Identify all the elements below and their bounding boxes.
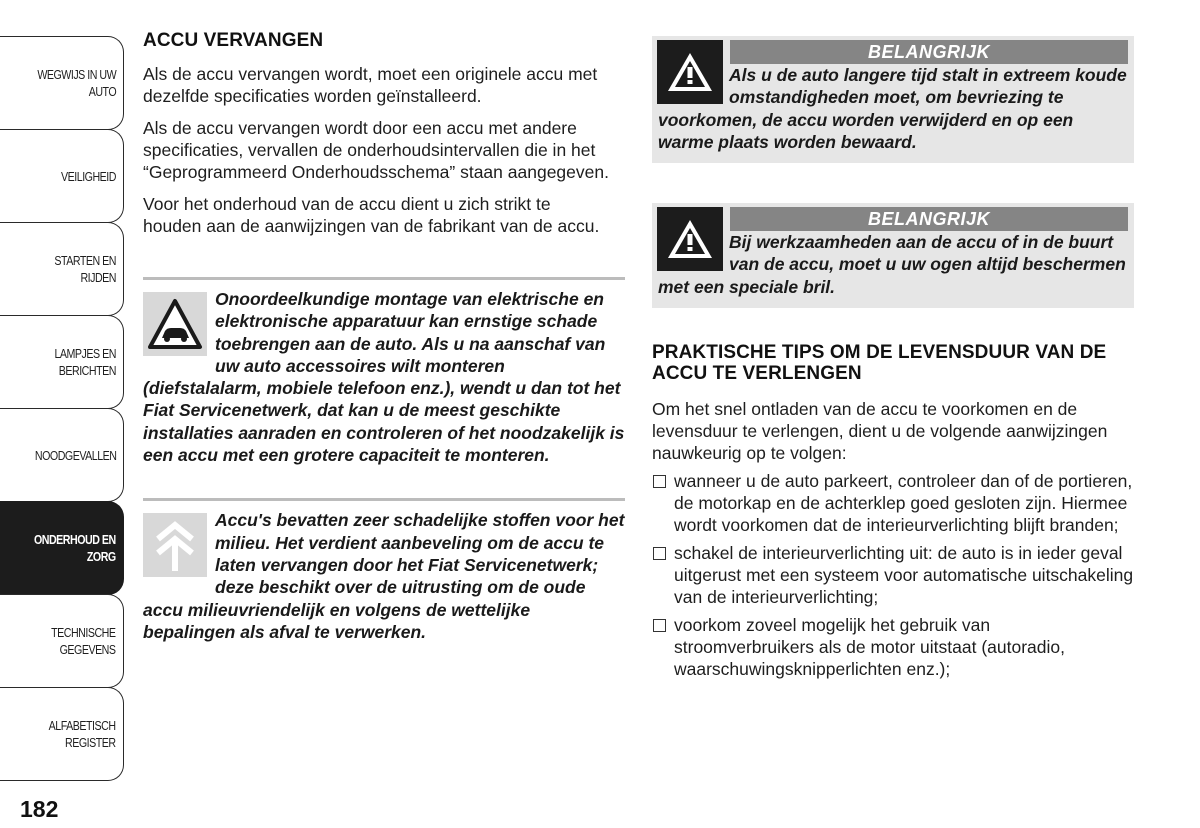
tab-veiligheid[interactable] — [0, 129, 124, 223]
paragraph: Om het snel ontladen van de accu te voorkomen en de levensduur te verlengen, dient u de volgende aanwijzingen nauwkeurig op te volgen: — [652, 399, 1108, 464]
important-header: BELANGRIJK — [730, 207, 1128, 231]
list-item — [652, 614, 1134, 680]
important-header: BELANGRIJK — [730, 40, 1128, 64]
tips-list — [652, 470, 1134, 680]
warning-triangle-icon — [657, 207, 723, 271]
tab-label: STARTEN EN RIJDEN — [54, 253, 116, 285]
tab-technische-gegevens[interactable] — [0, 594, 124, 688]
tab-alfabetisch-register[interactable] — [0, 687, 124, 781]
warning-triangle-icon — [657, 40, 723, 104]
tab-starten-en-rijden[interactable] — [0, 222, 124, 316]
checkbox-bullet-icon — [653, 547, 666, 560]
tab-label: WEGWIJS IN UW AUTO — [37, 67, 116, 99]
tab-label: NOODGEVALLEN — [34, 447, 116, 463]
list-item-text: schakel de interieurverlichting uit: de auto is in ieder geval uitgerust met een systeem voor automatische uitschakeling van de interieurverlichting; — [674, 543, 1134, 608]
important-text: Bij werkzaamheden aan de accu of in de buurt van de accu, moet u uw ogen altijd beschermen met een speciale bril. — [658, 232, 1126, 297]
recycle-icon — [143, 513, 207, 577]
divider — [143, 498, 625, 501]
paragraph: Voor het onderhoud van de accu dient u zich strikt te houden aan de aanwijzingen van de fabrikant van de accu. — [143, 194, 600, 236]
warning-notice — [143, 288, 625, 466]
important-box-eye-protection — [652, 203, 1134, 308]
list-item — [652, 542, 1134, 608]
chapter-tabs — [0, 36, 126, 781]
list-item-text: voorkom zoveel mogelijk het gebruik van stroomverbruikers als de motor uitstaat (autoradio, waarschuwingsknipperlichten enz.); — [674, 615, 1065, 680]
tab-label: TECHNISCHE GEGEVENS — [51, 625, 116, 657]
important-text: Als u de auto langere tijd stalt in extreem koude omstandigheden moet, om bevriezing te voorkomen, de accu worden verwijderd en op een warme plaats worden bewaard. — [658, 65, 1127, 152]
tab-label: LAMPJES EN BERICHTEN — [54, 346, 116, 378]
page-number: 182 — [20, 796, 59, 822]
checkbox-bullet-icon — [653, 619, 666, 632]
car-damage-warning-icon — [143, 292, 207, 356]
tab-noodgevallen[interactable] — [0, 408, 124, 502]
list-item — [652, 470, 1134, 536]
divider — [143, 277, 625, 280]
tab-label: ALFABETISCH REGISTER — [49, 718, 116, 750]
section-heading: PRAKTISCHE TIPS OM DE LEVENSDUUR VAN DE ACCU TE VERLENGEN — [652, 342, 1107, 385]
paragraph: Als de accu vervangen wordt door een accu met andere specificaties, vervallen de onderhoudsintervallen die in het “Geprogrammeerd Onderhoudsschema” staan aangegeven. — [143, 118, 609, 182]
section-heading: ACCU VERVANGEN — [143, 30, 324, 51]
environment-notice — [143, 509, 625, 643]
tab-lampjes-en-berichten[interactable] — [0, 315, 124, 409]
tab-label: ONDERHOUD EN ZORG — [34, 532, 116, 564]
right-column — [652, 36, 1134, 686]
important-box-cold-storage — [652, 36, 1134, 163]
list-item-text: wanneer u de auto parkeert, controleer dan of de portieren, de motorkap en de achterklep goed gesloten zijn. Hiermee wordt voorkomen dat de interieurverlichting blijft branden; — [674, 471, 1133, 536]
tab-label: VEILIGHEID — [61, 168, 116, 184]
environment-text: Accu's bevatten zeer schadelijke stoffen voor het milieu. Het verdient aanbeveling om de accu te laten vervangen door het Fiat Servicenetwerk; deze beschikt over de uitrusting om de oude accu milieuvriendelijk en volgens de wettelijke bepalingen als afval te verwerken. — [143, 510, 625, 642]
left-column — [143, 30, 625, 643]
tab-onderhoud-en-zorg[interactable] — [0, 501, 124, 595]
checkbox-bullet-icon — [653, 475, 666, 488]
warning-text: Onoordeelkundige montage van elektrische en elektronische apparatuur kan ernstige schade toebrengen aan de auto. Als u na aanschaf van uw auto accessoires wilt monteren (diefstalalarm, mobiele telefoon enz.), wendt u dan tot het Fiat Servicenetwerk, dat kan u de meest geschikte installaties aanraden en controleren of het noodzakelijk is een accu met een grotere capaciteit te monteren. — [143, 289, 625, 466]
tab-wegwijs[interactable] — [0, 36, 124, 130]
paragraph: Als de accu vervangen wordt, moet een originele accu met dezelfde specificaties worden geïnstalleerd. — [143, 64, 598, 106]
